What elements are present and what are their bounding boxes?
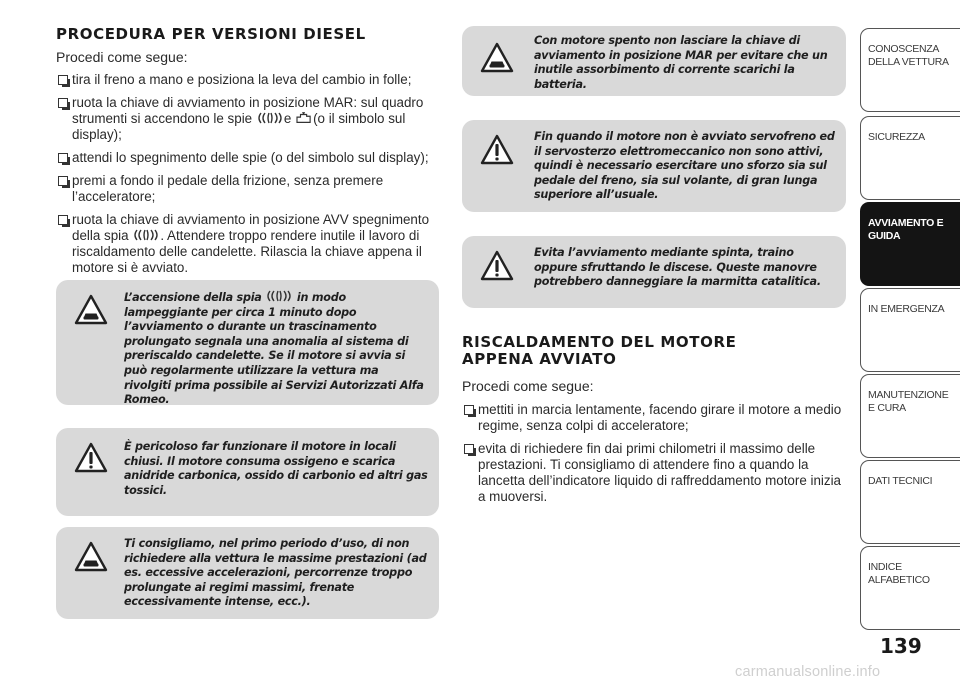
checkbox-bullet-icon bbox=[464, 444, 474, 454]
warning-note: Con motore spento non lasciare la chiave di avviamento in posizione MAR per evitare che un inutile assorbimento di corrente scarichi la batteria. bbox=[462, 26, 846, 96]
tab-avviamento-e-guida[interactable]: AVVIAMENTO E GUIDA bbox=[860, 202, 960, 286]
glow-plug-icon bbox=[265, 290, 293, 302]
danger-note: Evita l’avviamento mediante spinta, traino oppure sfruttando le discese. Queste manovre potrebbero danneggiare la marmitta catalitica. bbox=[462, 236, 846, 308]
list-item: mettiti in marcia lentamente, facendo girare il motore a medio regime, senza colpi di acceleratore; bbox=[462, 402, 846, 434]
danger-note: Fin quando il motore non è avviato servofreno ed il servosterzo elettromeccanico non sono attivi, quindi è necessario esercitare uno sforzo sia sul pedale del freno, sia sul volante, di gran lunga superiore all’usuale. bbox=[462, 120, 846, 212]
section-heading-diesel: PROCEDURA PER VERSIONI DIESEL bbox=[56, 25, 366, 43]
section-heading-warmup: RISCALDAMENTO DEL MOTORE APPENA AVVIATO bbox=[462, 333, 737, 368]
intro-text: Procedi come segue: bbox=[462, 378, 594, 394]
list-item: ruota la chiave di avviamento in posizione AVV spegnimento della spia . Attendere troppo rendere inutile il lavoro di riscaldamento delle candelette. Rilascia la chiave appena il motore si è avviato. bbox=[56, 212, 441, 276]
danger-icon bbox=[74, 442, 108, 474]
tab-sicurezza[interactable]: SICUREZZA bbox=[860, 116, 960, 200]
car-warning-icon bbox=[74, 294, 108, 326]
watermark: carmanualsonline.info bbox=[735, 664, 881, 680]
page-number: 139 bbox=[880, 634, 922, 658]
warning-note: L’accensione della spia in modo lampeggiante per circa 1 minuto dopo l’avviamento o durante un trascinamento prolungato segnala una anomalia al sistema di preriscaldo candelette. Se il motore si avvia si può regolarmente utilizzare la vettura ma rivolgiti prima possibile ai Servizi Autorizzati Alfa Romeo. bbox=[56, 280, 439, 405]
list-item: attendi lo spegnimento delle spie (o del simbolo sul display); bbox=[56, 150, 441, 166]
danger-note: È pericoloso far funzionare il motore in locali chiusi. Il motore consuma ossigeno e scarica anidride carbonica, ossido di carbonio ed altri gas tossici. bbox=[56, 428, 439, 516]
list-item: evita di richiedere fin dai primi chilometri il massimo delle prestazioni. Ti consigliamo di attendere fino a quando la lancetta dell’indicatore liquido di raffreddamento motore inizia a muoversi. bbox=[462, 441, 846, 505]
list-item: premi a fondo il pedale della frizione, senza premere l’acceleratore; bbox=[56, 173, 441, 205]
checkbox-bullet-icon bbox=[58, 153, 68, 163]
tab-indice-alfabetico[interactable]: INDICE ALFABETICO bbox=[860, 546, 960, 630]
warmup-step-list bbox=[462, 402, 846, 512]
intro-text: Procedi come segue: bbox=[56, 49, 188, 65]
tab-conoscenza-della-vettura[interactable]: CONOSCENZA DELLA VETTURA bbox=[860, 28, 960, 112]
danger-icon bbox=[480, 250, 514, 282]
danger-icon bbox=[480, 134, 514, 166]
tab-dati-tecnici[interactable]: DATI TECNICI bbox=[860, 460, 960, 544]
glow-plug-icon bbox=[132, 229, 160, 241]
car-warning-icon bbox=[480, 42, 514, 74]
checkbox-bullet-icon bbox=[58, 215, 68, 225]
checkbox-bullet-icon bbox=[58, 98, 68, 108]
tab-manutenzione-e-cura[interactable]: MANUTENZIONE E CURA bbox=[860, 374, 960, 458]
checkbox-bullet-icon bbox=[58, 176, 68, 186]
engine-icon bbox=[295, 111, 313, 125]
list-item: tira il freno a mano e posiziona la leva del cambio in folle; bbox=[56, 72, 441, 88]
list-item: ruota la chiave di avviamento in posizione MAR: sul quadro strumenti si accendono le spie e (o il simbolo sul display); bbox=[56, 95, 441, 143]
glow-plug-icon bbox=[256, 112, 284, 124]
car-warning-icon bbox=[74, 541, 108, 573]
tab-in-emergenza[interactable]: IN EMERGENZA bbox=[860, 288, 960, 372]
checkbox-bullet-icon bbox=[58, 75, 68, 85]
warning-note: Ti consigliamo, nel primo periodo d’uso, di non richiedere alla vettura le massime prestazioni (ad es. eccessive accelerazioni, percorrenze troppo prolungate ai regimi massimi, frenate eccessivamente intense, ecc.). bbox=[56, 527, 439, 619]
diesel-step-list bbox=[56, 72, 441, 283]
checkbox-bullet-icon bbox=[464, 405, 474, 415]
